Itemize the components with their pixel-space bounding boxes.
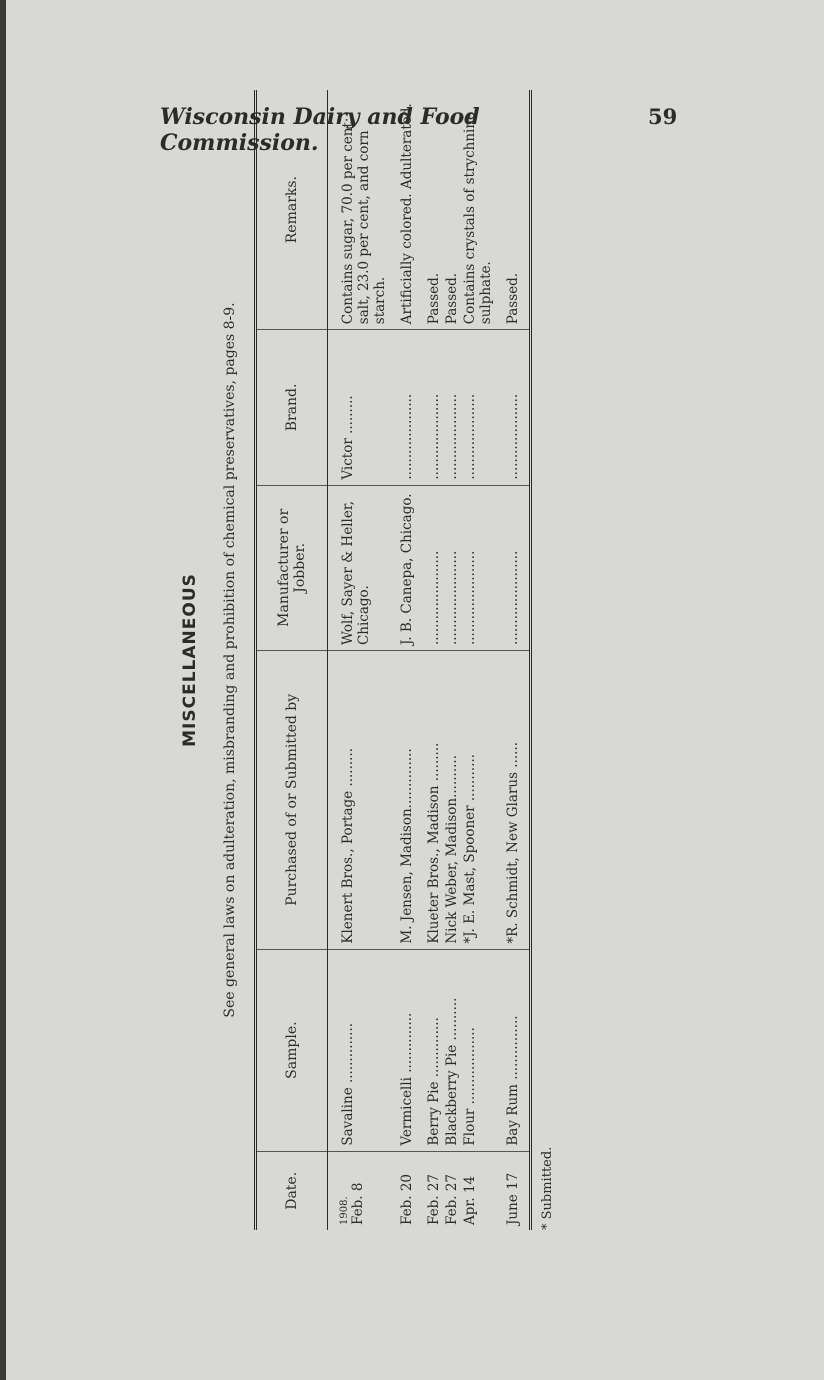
footnote: * Submitted. xyxy=(540,1146,555,1230)
manufacturer-cell: ...................... xyxy=(495,485,531,650)
purchased-cell: *J. E. Mast, Spooner ........... xyxy=(461,651,495,950)
column-header-remarks: Remarks. xyxy=(256,90,328,330)
sample-cell: Bay Rum ............... xyxy=(495,949,531,1151)
brand-cell: .................... xyxy=(389,330,416,485)
date-cell: Apr. 14 xyxy=(462,1175,478,1225)
column-header-brand: Brand. xyxy=(256,330,328,485)
column-header-manufacturer: Manufacturer or Jobber. xyxy=(256,485,328,650)
date-cell: Feb. 8 xyxy=(350,1182,366,1225)
brand-cell: .................... xyxy=(416,330,443,485)
column-header-purchased: Purchased of or Submitted by xyxy=(256,651,328,950)
manufacturer-cell: J. B. Canepa, Chicago. xyxy=(389,485,416,650)
manufacturer-cell: ...................... xyxy=(461,485,495,650)
remarks-cell: Contains crystals of strychnine sulphate. xyxy=(461,90,495,330)
purchased-cell: Klueter Bros., Madison ......... xyxy=(416,651,443,950)
purchased-cell: Nick Weber, Madison.......... xyxy=(443,651,461,950)
manufacturer-cell: Wolf, Sayer & Heller, Chicago. xyxy=(328,485,390,650)
sample-cell: Flour .................. xyxy=(461,949,495,1151)
table-row xyxy=(389,90,416,1230)
section-title: MISCELLANEOUS xyxy=(180,573,200,747)
running-title: Wisconsin Dairy and Food Commission. xyxy=(160,104,480,156)
manufacturer-cell: ...................... xyxy=(416,485,443,650)
sample-cell: Vermicelli .............. xyxy=(389,949,416,1151)
table-row xyxy=(328,90,390,1230)
column-header-sample: Sample. xyxy=(256,949,328,1151)
sample-cell: Savaline .............. xyxy=(328,949,390,1151)
remarks-cell: Passed. xyxy=(495,90,531,330)
samples-table xyxy=(254,90,532,1230)
table-row xyxy=(443,90,461,1230)
rotated-table-block xyxy=(180,90,555,1230)
purchased-cell: Klenert Bros., Portage ......... xyxy=(328,651,390,950)
year-label: 1908. xyxy=(339,1196,350,1225)
table-row xyxy=(416,90,443,1230)
book-spine-edge xyxy=(0,0,6,1380)
table-header-row xyxy=(256,90,328,1230)
date-cell: Feb. 27 xyxy=(426,1173,442,1225)
table-row xyxy=(495,90,531,1230)
remarks-cell: Artificially colored. Adulterated. xyxy=(389,90,416,330)
remarks-cell: Passed. xyxy=(443,90,461,330)
purchased-cell: M. Jensen, Madison.............. xyxy=(389,651,416,950)
sample-cell: Blackberry Pie .......... xyxy=(443,949,461,1151)
purchased-cell: *R. Schmidt, New Glarus ...... xyxy=(495,651,531,950)
remarks-cell: Passed. xyxy=(416,90,443,330)
date-cell: Feb. 20 xyxy=(399,1173,415,1225)
remarks-cell: Contains sugar, 70.0 per cent; salt, 23.0 per cent, and corn starch. xyxy=(328,90,390,330)
sample-cell: Berry Pie .............. xyxy=(416,949,443,1151)
table-row xyxy=(461,90,495,1230)
section-subtitle: See general laws on adulteration, misbranding and prohibition of chemical preservatives, pages 8-9. xyxy=(222,302,238,1018)
page-number: 59 xyxy=(648,104,678,129)
brand-cell: .................... xyxy=(461,330,495,485)
brand-cell: .................... xyxy=(443,330,461,485)
date-cell: June 17 xyxy=(495,1151,531,1230)
brand-cell: Victor ......... xyxy=(328,330,390,485)
date-cell: Feb. 27 xyxy=(444,1173,460,1225)
column-header-date: Date. xyxy=(256,1151,328,1230)
brand-cell: .................... xyxy=(495,330,531,485)
manufacturer-cell: ...................... xyxy=(443,485,461,650)
